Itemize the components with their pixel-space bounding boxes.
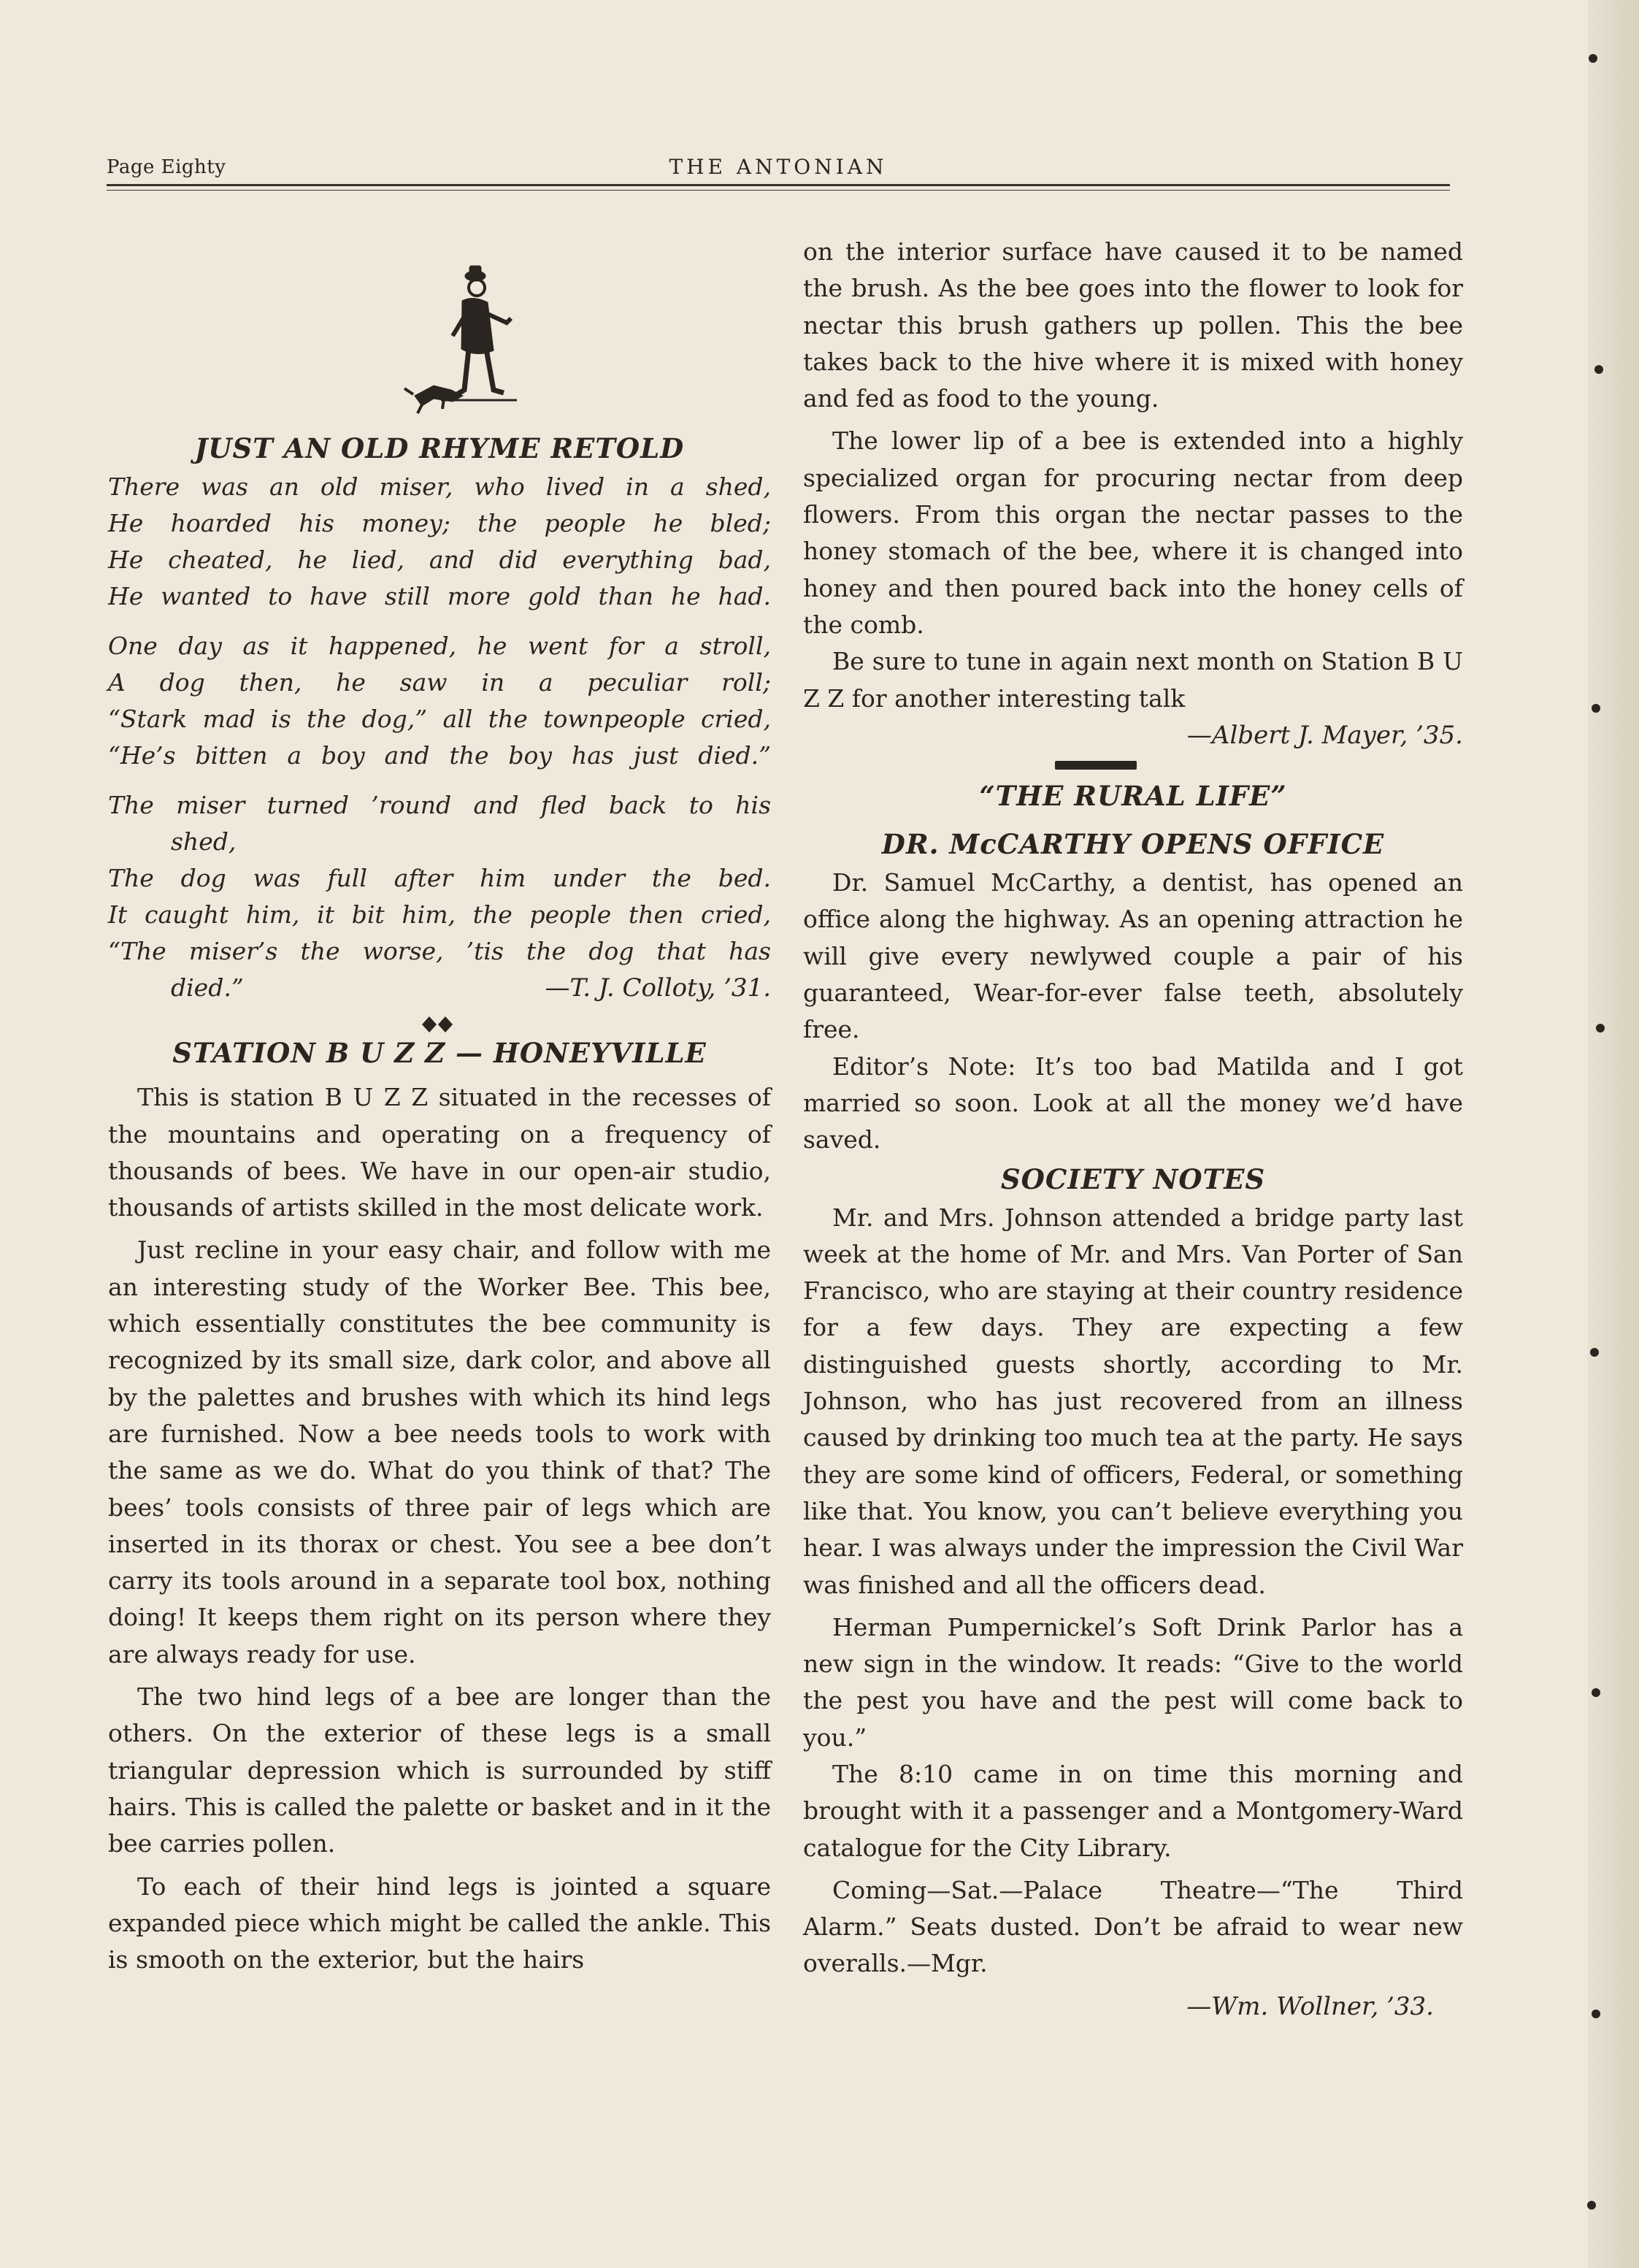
station-author: —Albert J. Mayer, ’35. bbox=[1186, 720, 1463, 750]
poem-author: —T. J. Colloty, ’31. bbox=[545, 973, 771, 1003]
poem-line: “He’s bitten a boy and the boy has just died.” bbox=[108, 741, 771, 770]
section-ornament bbox=[108, 1006, 771, 1043]
page-number: Page Eighty bbox=[107, 156, 226, 178]
poem-line: The miser turned ’round and fled back to his bbox=[108, 791, 771, 819]
poem-line: He wanted to have still more gold than he had. bbox=[108, 582, 771, 610]
article-paragraph: The lower lip of a bee is extended into a highly specialized organ for procuring nectar from deep flowers. From this organ the nectar passes to the honey stomach of the bee, where it is changed into honey and then poured back into the honey cells of the comb. bbox=[803, 426, 1463, 639]
binding-hole bbox=[1596, 1024, 1605, 1033]
article-paragraph: on the interior surface have caused it to be named the brush. As the bee goes into the flower to look for nectar this brush gathers up pollen. This the bee takes back to the hive where it is mixed with honey and fed as food to the young. bbox=[803, 237, 1463, 413]
poem-line: “Stark mad is the dog,” all the townpeople cried, bbox=[108, 705, 771, 733]
binding-hole bbox=[1594, 365, 1603, 374]
binding-hole bbox=[1590, 1348, 1599, 1357]
society-notes-title: SOCIETY NOTES bbox=[1000, 1162, 1266, 1195]
diamond-ornament-icon bbox=[108, 1006, 771, 1043]
poem-line: The dog was full after him under the bed. bbox=[108, 864, 771, 892]
header-rule-thin bbox=[107, 190, 1450, 191]
binding-hole bbox=[1592, 704, 1600, 713]
society-note: Herman Pumpernickel’s Soft Drink Parlor has a new sign in the window. It reads: “Give to the world the pest you have and the pest will come back to you.” bbox=[803, 1612, 1463, 1752]
poem-line: He hoarded his money; the people he bled; bbox=[108, 509, 771, 537]
society-note: Mr. and Mrs. Johnson attended a bridge party last week at the home of Mr. and Mrs. Van Porter of San Francisco, who are staying at their country residence for a few days. They are expecting a few distinguished guests shortly, according to Mr. Johnson, who has just recovered from an illness caused by drinking too much tea at the party. He says they are some kind of officers, Federal, or something like that. You know, you can’t believe everything you hear. I was always under the impression the Civil War was finished and all the officers dead. bbox=[803, 1203, 1463, 1599]
binding-hole bbox=[1587, 2201, 1596, 2210]
poem-line: One day as it happened, he went for a stroll, bbox=[108, 632, 771, 660]
article-paragraph: This is station B U Z Z situated in the recesses of the mountains and operating on a frequency of thousands of bees. We have in our open-air studio, thousands of artists skilled in the most delicate work. bbox=[108, 1083, 771, 1222]
page-edge-shade bbox=[1588, 0, 1639, 2268]
section-divider bbox=[803, 754, 1463, 775]
station-title: STATION B U Z Z — HONEYVILLE bbox=[172, 1037, 707, 1070]
poem-line: He cheated, he lied, and did everything bad, bbox=[108, 545, 771, 574]
article-paragraph: To each of their hind legs is jointed a square expanded piece which might be called the ankle. This is smooth on the exterior, but the hairs bbox=[108, 1872, 771, 1974]
journal-title: THE ANTONIAN bbox=[669, 155, 888, 179]
divider-bar bbox=[1055, 761, 1137, 770]
article-paragraph: Dr. Samuel McCarthy, a dentist, has opened an office along the highway. As an opening attraction he will give every newlywed couple a pair of his guaranteed, Wear-for-ever false teeth, absolutely free. bbox=[803, 868, 1463, 1044]
editor-note: Editor’s Note: It’s too bad Matilda and I got married so soon. Look at all the money we’d have saved. bbox=[803, 1051, 1463, 1154]
society-note: Coming—Sat.—Palace Theatre—“The Third Alarm.” Seats dusted. Don’t be afraid to wear new overalls.—Mgr. bbox=[803, 1875, 1463, 1978]
poem-line: “The miser’s the worse, ’tis the dog that has bbox=[108, 937, 771, 965]
right-column bbox=[803, 234, 1463, 2025]
cartoon-illustration bbox=[108, 234, 771, 428]
article-paragraph: The two hind legs of a bee are longer than the others. On the exterior of these legs is a small triangular depression which is surrounded by stiff hairs. This is called the palette or basket and in it the bee carries pollen. bbox=[108, 1682, 771, 1858]
binding-hole bbox=[1592, 1688, 1600, 1697]
poem-line: A dog then, he saw in a peculiar roll; bbox=[108, 668, 771, 697]
article-paragraph: Just recline in your easy chair, and follow with me an interesting study of the Worker Bee. This bee, which essentially constitutes the bee community is recognized by its small size, dark color, and above all by the palettes and brushes with which its hind legs are furnished. Now a bee needs tools to work with the same as we do. What do you think of that? The bees’ tools consists of three pair of legs which are inserted in its thorax or chest. You see a bee don’t carry its tools around in a separate tool box, nothing doing! It keeps them right on its person where they are always ready for use. bbox=[108, 1235, 771, 1669]
society-author: —Wm. Wollner, ’33. bbox=[1186, 1991, 1434, 2021]
poem-line-continuation: died.” bbox=[171, 973, 244, 1002]
poem-line-continuation: shed, bbox=[171, 827, 237, 856]
poem-line: It caught him, it bit him, the people then cried, bbox=[108, 900, 771, 929]
poem bbox=[108, 469, 771, 1006]
miser-and-dog-icon bbox=[108, 234, 771, 428]
rural-life-title: “THE RURAL LIFE” bbox=[979, 780, 1287, 813]
binding-hole bbox=[1589, 54, 1597, 63]
poem-line: There was an old miser, who lived in a shed, bbox=[108, 472, 771, 501]
header-rule bbox=[107, 184, 1450, 186]
mccarthy-title: DR. McCARTHY OPENS OFFICE bbox=[881, 828, 1385, 861]
left-column bbox=[108, 234, 771, 1978]
article-paragraph: Be sure to tune in again next month on Station B U Z Z for another interesting talk bbox=[803, 647, 1463, 713]
binding-hole bbox=[1592, 2010, 1600, 2018]
poem-title: JUST AN OLD RHYME RETOLD bbox=[194, 432, 685, 464]
society-note: The 8:10 came in on time this morning and brought with it a passenger and a Montgomery-Ward catalogue for the City Library. bbox=[803, 1759, 1463, 1862]
